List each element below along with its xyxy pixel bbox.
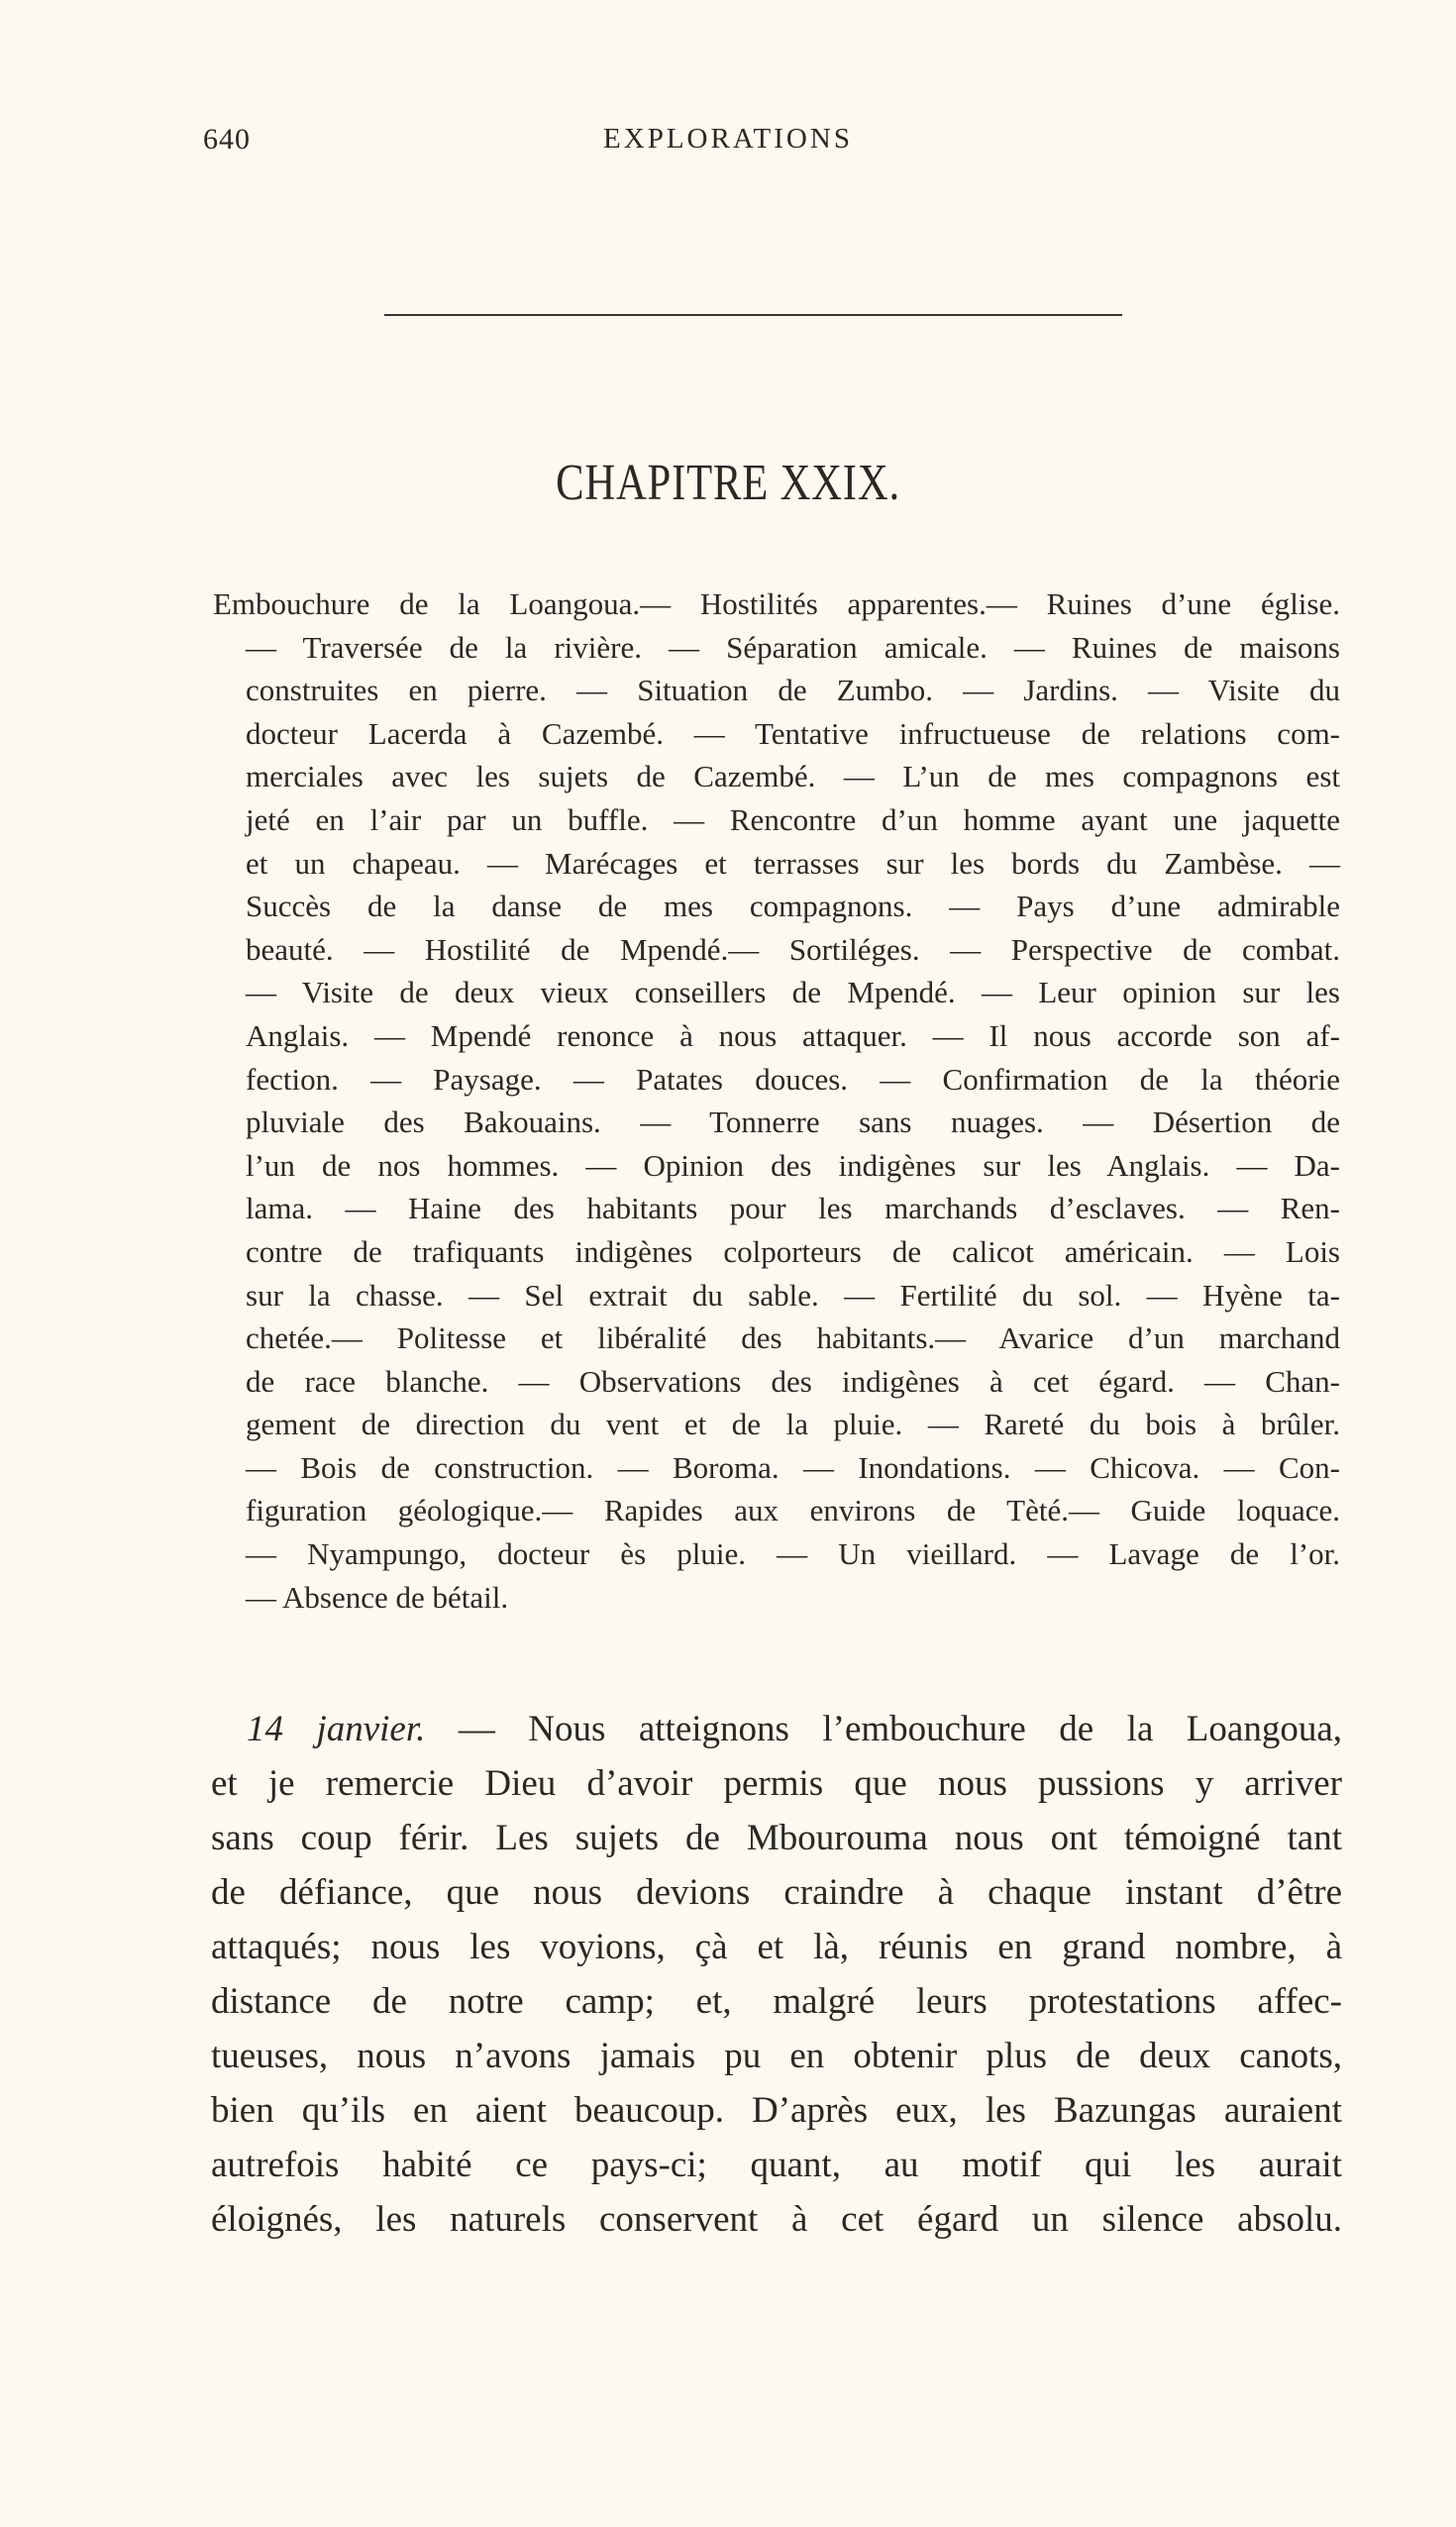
summary-line: — Bois de construction. — Boroma. — Inondations. — Chicova. — Con- <box>246 1449 1340 1485</box>
summary-line: — Absence de bétail. <box>246 1579 509 1615</box>
summary-line: Anglais. — Mpendé renonce à nous attaquer. — Il nous accorde son af- <box>246 1017 1340 1053</box>
running-title: EXPLORATIONS <box>603 123 853 155</box>
summary-line: Succès de la danse de mes compagnons. — Pays d’une admirable <box>246 889 1340 924</box>
body-line: éloignés, les naturels conservent à cet égard un silence absolu. <box>211 2199 1342 2240</box>
summary-line: — Visite de deux vieux conseillers de Mpendé. — Leur opinion sur les <box>246 975 1340 1010</box>
entry-date: 14 janvier. <box>247 1709 426 1749</box>
summary-line: l’un de nos hommes. — Opinion des indigènes sur les Anglais. — Da- <box>246 1147 1340 1183</box>
summary-line: beauté. — Hostilité de Mpendé.— Sortiléges. — Perspective de combat. <box>246 931 1340 967</box>
body-line: tueuses, nous n’avons jamais pu en obtenir plus de deux canots, <box>211 2036 1342 2076</box>
body-line: autrefois habité ce pays-ci; quant, au motif qui les aurait <box>211 2145 1342 2185</box>
summary-line: sur la chasse. — Sel extrait du sable. — Fertilité du sol. — Hyène ta- <box>246 1277 1340 1313</box>
summary-line: docteur Lacerda à Cazembé. — Tentative infructueuse de relations com- <box>246 715 1340 751</box>
summary-line: contre de trafiquants indigènes colporteurs de calicot américain. — Lois <box>246 1233 1340 1269</box>
body-paragraph <box>211 1702 1342 2247</box>
summary-line: chetée.— Politesse et libéralité des habitants.— Avarice d’un marchand <box>246 1320 1340 1356</box>
summary-line: figuration géologique.— Rapides aux environs de Tèté.— Guide loquace. <box>246 1493 1340 1528</box>
body-line: attaqués; nous les voyions, çà et là, réunis en grand nombre, à <box>211 1927 1342 1967</box>
body-line: bien qu’ils en aient beaucoup. D’après eux, les Bazungas auraient <box>211 2090 1342 2131</box>
body-line: et je remercie Dieu d’avoir permis que nous pussions y arriver <box>211 1763 1342 1804</box>
body-line: sans coup férir. Les sujets de Mbourouma nous ont témoigné tant <box>211 1818 1342 1858</box>
summary-line: pluviale des Bakouains. — Tonnerre sans nuages. — Désertion de <box>246 1105 1340 1140</box>
summary-line: construites en pierre. — Situation de Zumbo. — Jardins. — Visite du <box>246 673 1340 708</box>
summary-line: — Nyampungo, docteur ès pluie. — Un vieillard. — Lavage de l’or. <box>246 1536 1340 1572</box>
page-number: 640 <box>203 123 251 156</box>
summary-line: de race blanche. — Observations des indigènes à cet égard. — Chan- <box>246 1363 1340 1399</box>
horizontal-rule <box>384 314 1122 316</box>
summary-line: lama. — Haine des habitants pour les marchands d’esclaves. — Ren- <box>246 1191 1340 1226</box>
summary-line: jeté en l’air par un buffle. — Rencontre d’un homme ayant une jaquette <box>246 801 1340 837</box>
summary-line: fection. — Paysage. — Patates douces. — Confirmation de la théorie <box>246 1061 1340 1097</box>
summary-line: et un chapeau. — Marécages et terrasses sur les bords du Zambèse. — <box>246 845 1340 881</box>
summary-line: gement de direction du vent et de la pluie. — Rareté du bois à brûler. <box>246 1407 1340 1442</box>
summary-line: Embouchure de la Loangoua.— Hostilités apparentes.— Ruines d’une église. <box>213 586 1340 621</box>
chapter-title: CHAPITRE XXIX. <box>556 455 900 511</box>
body-line <box>247 1702 1342 1756</box>
body-line-text: — Nous atteignons l’embouchure de la Loangoua, <box>425 1709 1343 1749</box>
body-line: distance de notre camp; et, malgré leurs protestations affec- <box>211 1981 1342 2022</box>
body-line: de défiance, que nous devions craindre à chaque instant d’être <box>211 1872 1342 1913</box>
summary-line: merciales avec les sujets de Cazembé. — L’un de mes compagnons est <box>246 759 1340 794</box>
chapter-summary <box>213 582 1340 1619</box>
summary-line: — Traversée de la rivière. — Séparation amicale. — Ruines de maisons <box>246 629 1340 665</box>
